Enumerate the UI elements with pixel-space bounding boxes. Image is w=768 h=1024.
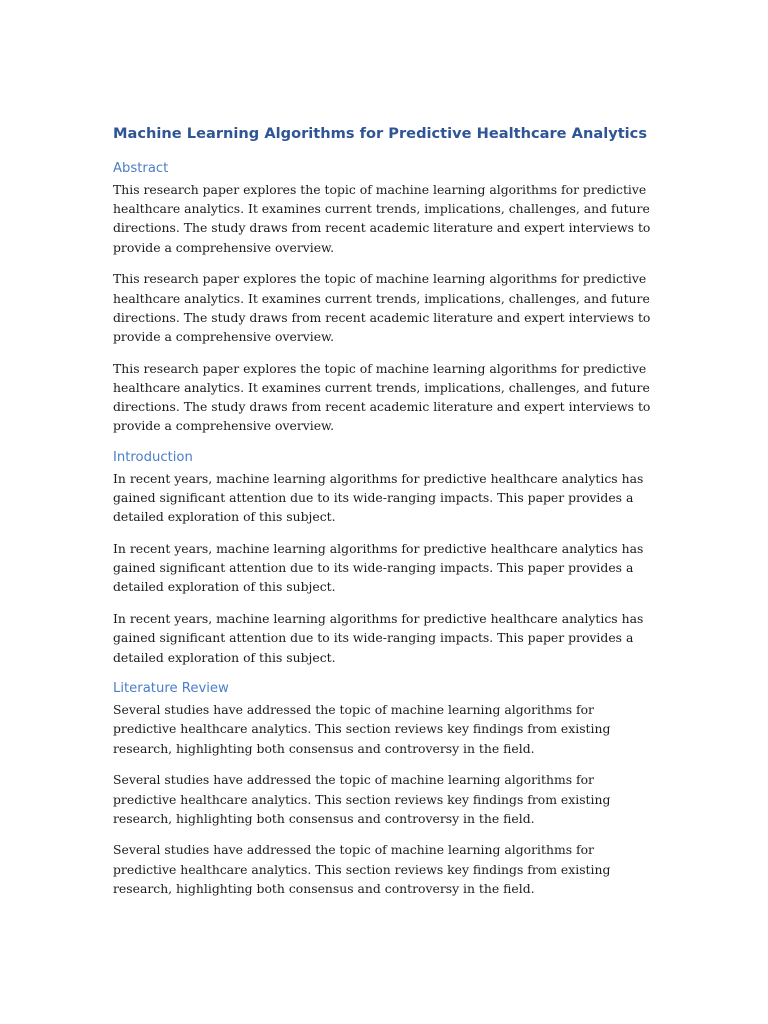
paragraph: Several studies have addressed the topic of machine learning algorithms for predictive healthcare analytics. This section reviews key findings from existing research, highlighting both consensus and controversy in the field. xyxy=(113,842,611,896)
paragraph: Several studies have addressed the topic of machine learning algorithms for predictive healthcare analytics. This section reviews key findings from existing research, highlighting both consensus and controversy in the field. xyxy=(113,702,611,756)
section-heading-abstract: Abstract xyxy=(113,161,169,176)
paragraph: In recent years, machine learning algorithms for predictive healthcare analytics has gained significant attention due to its wide-ranging impacts. This paper provides a detailed exploration of this subject. xyxy=(113,541,644,595)
section-introduction xyxy=(113,448,658,667)
document-body xyxy=(113,123,658,911)
paragraph: In recent years, machine learning algorithms for predictive healthcare analytics has gained significant attention due to its wide-ranging impacts. This paper provides a detailed exploration of this subject. xyxy=(113,470,644,525)
paragraph: This research paper explores the topic of machine learning algorithms for predictive healthcare analytics. It examines current trends, implications, challenges, and future directions. The study draws from recent academic literature and expert interviews to provide a comprehensive overview. xyxy=(113,182,651,255)
paragraph: Several studies have addressed the topic of machine learning algorithms for predictive healthcare analytics. This section reviews key findings from existing research, highlighting both consensus and controversy in the field. xyxy=(113,772,611,826)
section-heading-introduction: Introduction xyxy=(113,449,193,465)
paragraph: This research paper explores the topic of machine learning algorithms for predictive healthcare analytics. It examines current trends, implications, challenges, and future directions. The study draws from recent academic literature and expert interviews to provide a comprehensive overview. xyxy=(113,360,651,434)
paragraph: In recent years, machine learning algorithms for predictive healthcare analytics has gained significant attention due to its wide-ranging impacts. This paper provides a detailed exploration of this subject. xyxy=(113,611,644,665)
document-title: Machine Learning Algorithms for Predictive Healthcare Analytics xyxy=(113,125,648,142)
section-abstract xyxy=(113,159,658,435)
section-literature-review xyxy=(113,679,658,898)
paragraph: This research paper explores the topic of machine learning algorithms for predictive healthcare analytics. It examines current trends, implications, challenges, and future directions. The study draws from recent academic literature and expert interviews to provide a comprehensive overview. xyxy=(113,271,651,344)
section-heading-literature-review: Literature Review xyxy=(113,681,229,697)
